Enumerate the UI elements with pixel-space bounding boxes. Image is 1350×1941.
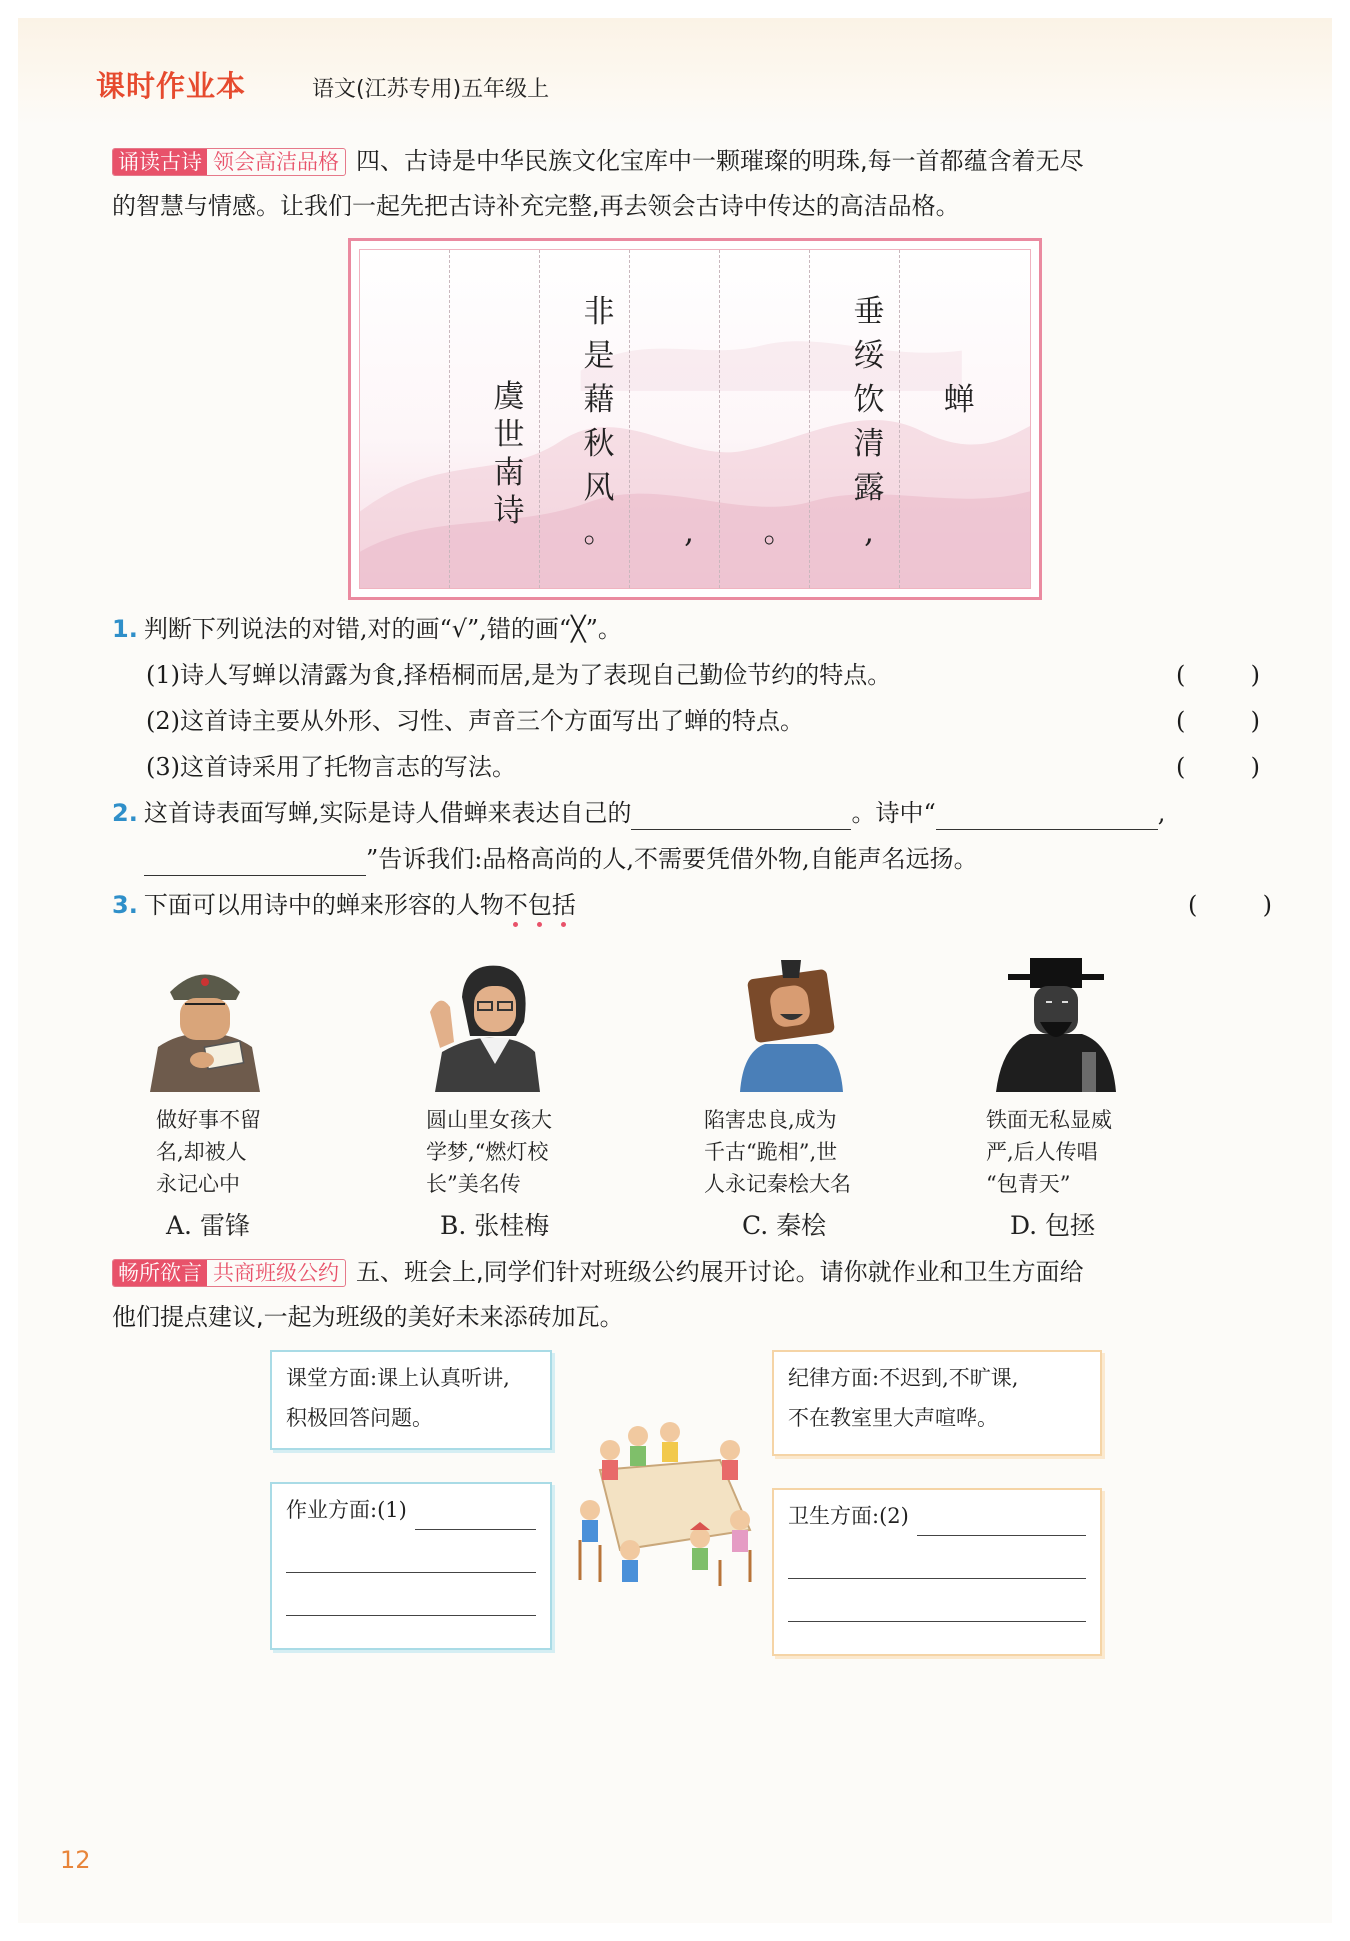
qin-hui-illustration xyxy=(725,952,855,1092)
brand-title: 课时作业本 xyxy=(96,69,247,103)
tag-right: 领会高洁品格 xyxy=(213,150,339,174)
option-d-caption: 铁面无私显威 严,后人传唱 “包青天” xyxy=(986,1108,1112,1196)
section5-text-line1: 五、班会上,同学们针对班级公约展开讨论。请你就作业和卫生方面给 xyxy=(356,1258,1084,1286)
answer-line[interactable] xyxy=(917,1511,1086,1536)
class-meeting-illustration xyxy=(560,1410,770,1590)
subject-title: 语文(江苏专用)五年级上 xyxy=(312,77,550,102)
option-b-label[interactable]: B. 张桂梅 xyxy=(440,1211,550,1240)
option-a-caption: 做好事不留 名,却被人 永记心中 xyxy=(156,1108,261,1196)
section5-text-line2: 他们提点建议,一起为班级的美好未来添砖加瓦。 xyxy=(112,1303,624,1331)
page-number: 12 xyxy=(60,1846,91,1874)
section5-tag xyxy=(112,1259,346,1287)
discipline-bubble: 纪律方面:不迟到,不旷课, 不在教室里大声喧哗。 xyxy=(772,1350,1102,1456)
answer-blank[interactable] xyxy=(936,803,1158,830)
option-c-caption: 陷害忠良,成为 千古“跪相”,世 人永记秦桧大名 xyxy=(704,1108,851,1196)
poem-line-1: 垂 绥 饮 清 露 , xyxy=(853,294,885,550)
answer-line[interactable] xyxy=(788,1591,1086,1622)
option-d-label[interactable]: D. 包拯 xyxy=(1010,1211,1096,1240)
zhang-guimei-illustration xyxy=(420,952,550,1092)
q1-item-1: (1)诗人写蝉以清露为食,择梧桐而居,是为了表现自己勤俭节约的特点。 ( ) xyxy=(146,658,1260,692)
q2-line2: ”告诉我们:品格高尚的人,不需要凭借外物,自能声名远扬。 xyxy=(112,842,1272,876)
q1-stem: 1. 判断下列说法的对错,对的画“√”,错的画“╳”。 xyxy=(112,615,622,643)
answer-blank[interactable] xyxy=(631,803,851,830)
answer-paren[interactable]: ( ) xyxy=(1188,891,1272,919)
answer-paren[interactable]: ( ) xyxy=(1176,661,1260,689)
bao-zheng-illustration xyxy=(990,952,1120,1092)
answer-line[interactable] xyxy=(415,1505,536,1530)
option-a-label[interactable]: A. 雷锋 xyxy=(166,1211,250,1240)
section4-intro xyxy=(112,139,1272,229)
answer-line[interactable] xyxy=(788,1548,1086,1579)
poem-line-3-blank: , xyxy=(684,514,694,550)
poem-title: 蝉 xyxy=(943,382,975,418)
section4-text-line2: 的智慧与情感。让我们一起先把古诗补充完整,再去领会古诗中传达的高洁品格。 xyxy=(112,192,960,220)
poem-line-2-blank: 。 xyxy=(763,514,795,550)
lei-feng-illustration xyxy=(140,952,270,1092)
option-c-label[interactable]: C. 秦桧 xyxy=(742,1211,827,1240)
answer-line[interactable] xyxy=(286,1542,536,1573)
q1-item-3: (3)这首诗采用了托物言志的写法。 ( ) xyxy=(146,750,1260,784)
q1-item-2: (2)这首诗主要从外形、习性、声音三个方面写出了蝉的特点。 ( ) xyxy=(146,704,1260,738)
q2-line1: 2. 这首诗表面写蝉,实际是诗人借蝉来表达自己的 。诗中“ , xyxy=(112,796,1272,830)
q3-stem: 3. 下面可以用诗中的蝉来形容的人物不包括 ( ) xyxy=(112,888,1272,922)
answer-paren[interactable]: ( ) xyxy=(1176,707,1260,735)
hygiene-bubble: 卫生方面:(2) xyxy=(772,1488,1102,1656)
section4-tag xyxy=(112,148,346,176)
classroom-bubble: 课堂方面:课上认真听讲, 积极回答问题。 xyxy=(270,1350,552,1450)
answer-paren[interactable]: ( ) xyxy=(1176,753,1260,781)
section4-text-line1: 四、古诗是中华民族文化宝库中一颗璀璨的明珠,每一首都蕴含着无尽 xyxy=(356,147,1084,175)
answer-blank[interactable] xyxy=(144,849,366,876)
tag-left: 畅所欲言 xyxy=(113,1260,207,1286)
poem-line-4: 非 是 藉 秋 风 。 xyxy=(583,294,615,550)
section5-intro xyxy=(112,1250,1272,1340)
tag-right: 共商班级公约 xyxy=(213,1261,339,1285)
answer-line[interactable] xyxy=(286,1585,536,1616)
homework-bubble: 作业方面:(1) xyxy=(270,1482,552,1650)
tag-left: 诵读古诗 xyxy=(113,149,207,175)
poem-box xyxy=(348,238,1042,600)
option-b-caption: 圆山里女孩大 学梦,“燃灯校 长”美名传 xyxy=(426,1108,552,1196)
poem-author: 虞 世 南 诗 xyxy=(493,379,525,529)
